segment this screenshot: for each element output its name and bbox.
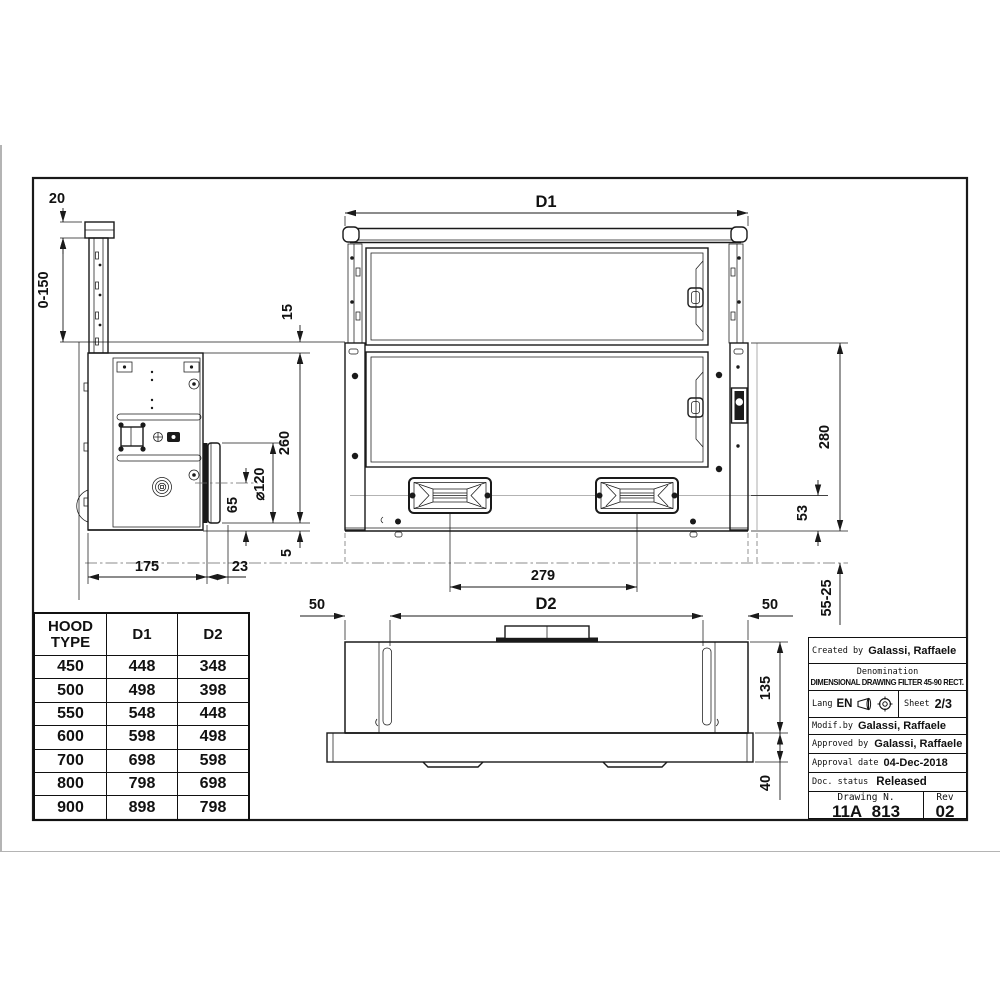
- slider-switch: [732, 388, 748, 423]
- approval-date-label: Approval date: [812, 758, 879, 768]
- dim-total-height: 280: [817, 424, 833, 450]
- dim-visor-height: 40: [758, 774, 774, 792]
- created-by-value: Galassi, Raffaele: [868, 644, 957, 657]
- table-cell: 598: [107, 726, 178, 749]
- table-cell: 548: [107, 702, 178, 725]
- doc-status-value: Released: [876, 776, 927, 788]
- sheet-value: 2/3: [934, 697, 952, 711]
- dim-inner-width: D2: [535, 595, 557, 613]
- denomination-value: DIMENSIONAL DRAWING FILTER 45-90 RECT.: [810, 677, 965, 687]
- title-block: [808, 637, 967, 819]
- table-cell: 798: [178, 796, 250, 820]
- table-row: [34, 773, 249, 796]
- table-cell: 700: [34, 749, 107, 772]
- dim-spigot-diameter: ⌀120: [252, 467, 268, 501]
- lang-value: EN: [836, 698, 853, 710]
- denomination-label: Denomination: [856, 667, 919, 677]
- table-cell: 448: [178, 702, 250, 725]
- modified-by-label: Modif.by: [812, 721, 853, 731]
- table-cell: 498: [107, 679, 178, 702]
- table-cell: 398: [178, 679, 250, 702]
- table-cell: 498: [178, 726, 250, 749]
- projection-method-icon: [856, 697, 873, 711]
- table-cell: 600: [34, 726, 107, 749]
- hood-size-table: [33, 612, 244, 821]
- dim-margin-right: 50: [761, 597, 779, 613]
- table-row: [34, 656, 249, 679]
- approval-date-value: 04-Dec-2018: [883, 757, 948, 769]
- table-cell: 900: [34, 796, 107, 820]
- drawing-number-label: Drawing N.: [837, 792, 895, 803]
- front-view: [343, 227, 828, 563]
- modified-by-value: Galassi, Raffaele: [857, 720, 947, 732]
- table-cell: 450: [34, 656, 107, 679]
- lamp-right: [596, 478, 678, 513]
- dim-body-height: 260: [277, 430, 293, 456]
- dim-spigot-center: 65: [225, 496, 241, 514]
- table-cell: 800: [34, 773, 107, 796]
- dim-box-height: 135: [758, 675, 774, 701]
- bottom-view: [327, 626, 753, 767]
- doc-status-label: Doc. status: [812, 777, 869, 787]
- table-row: [34, 679, 249, 702]
- front-view-dimensions: [345, 193, 848, 625]
- dim-margin-left: 50: [308, 597, 326, 613]
- lang-label: Lang: [812, 699, 833, 709]
- dim-chimney-range: 0-150: [36, 271, 52, 309]
- col-header-d1: D1: [107, 613, 178, 656]
- table-cell: 348: [178, 656, 250, 679]
- dim-top-gap: 15: [280, 303, 296, 321]
- table-cell: 598: [178, 749, 250, 772]
- table-header-row: [34, 613, 249, 656]
- table-cell: 500: [34, 679, 107, 702]
- approved-by-value: Galassi, Raffaele: [874, 738, 963, 750]
- table-row: [34, 749, 249, 772]
- rev-label: Rev: [936, 792, 954, 803]
- dim-front-width: D1: [535, 193, 557, 211]
- col-header-d2: D2: [178, 613, 250, 656]
- dim-bottom-lip: 5: [279, 548, 295, 558]
- dim-lamp-spacing: 279: [530, 568, 556, 584]
- sheet-label: Sheet: [904, 699, 930, 709]
- drawing-number-value: 11A_813: [831, 802, 901, 820]
- rev-value: 02: [935, 802, 955, 820]
- col-header-hood-type: HOOD TYPE: [34, 613, 107, 656]
- table-row: [34, 726, 249, 749]
- table-cell: 698: [178, 773, 250, 796]
- lamp-left: [409, 478, 491, 513]
- target-icon: [877, 696, 893, 712]
- table-cell: 550: [34, 702, 107, 725]
- table-cell: 898: [107, 796, 178, 820]
- dim-spigot-depth: 23: [231, 559, 249, 575]
- approved-by-label: Approved by: [812, 739, 869, 749]
- table-cell: 698: [107, 749, 178, 772]
- table-row: [34, 702, 249, 725]
- dim-cap-height: 20: [48, 191, 66, 207]
- table-cell: 798: [107, 773, 178, 796]
- created-by-label: Created by: [812, 645, 864, 656]
- dim-visor-travel: 55-25: [819, 579, 835, 617]
- table-cell: 448: [107, 656, 178, 679]
- table-row: [34, 796, 249, 820]
- side-view-dimensions: [36, 191, 310, 584]
- hood-table-body: [34, 656, 249, 821]
- dim-lamp-to-bottom: 53: [795, 504, 811, 522]
- dim-body-depth: 175: [134, 559, 160, 575]
